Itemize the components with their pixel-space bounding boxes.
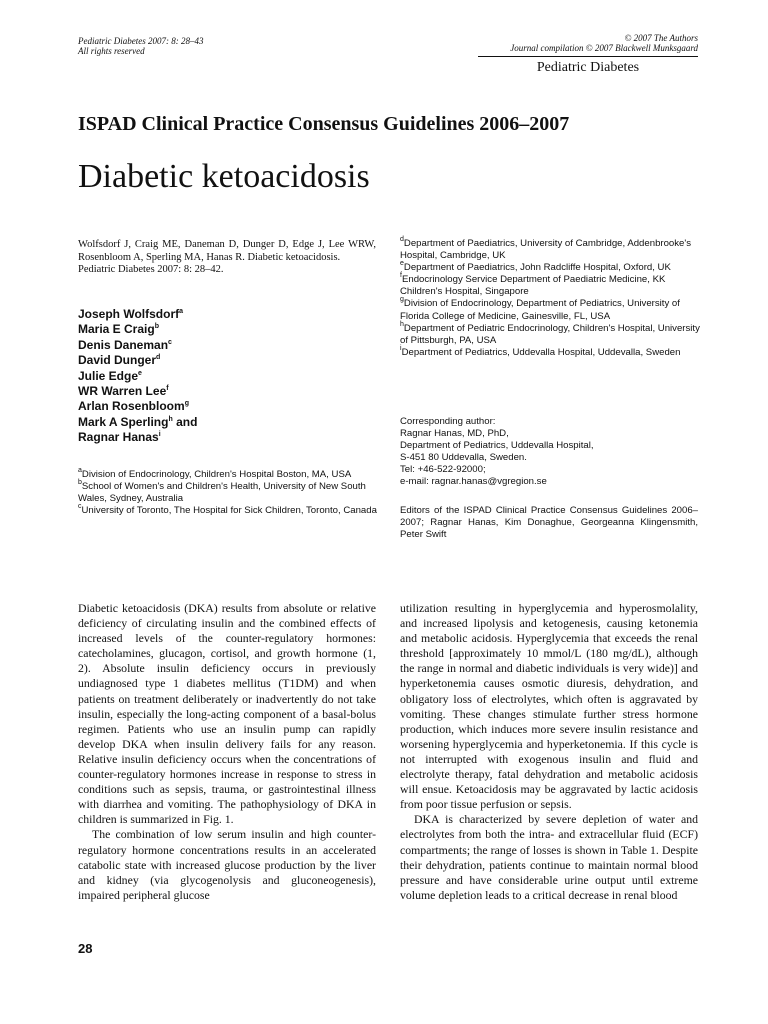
corresponding-author [400,416,700,489]
author: Ragnar Hanas$^i$ [78,430,161,445]
header-copyright: © 2007 The Authors [624,33,698,43]
affiliation: $^g$Division of Endocrinology, Department of Pediatrics, University of Florida College of Medicine, Gainesville, FL, USA [400,296,680,322]
author: Mark A Sperling$^h$ and [78,414,198,429]
author: Joseph Wolfsdorf$^a$ [78,307,184,321]
header-compilation: Journal compilation © 2007 Blackwell Munksgaard [510,43,698,53]
paragraph: DKA is characterized by severe depletion of water and electrolytes from both the intra- and extracellular fluid (ECF) compartments; the range of losses is shown in Table 1. Despite their dehydration, patients continue to maintain normal blood pressure and have considerable urine output until extreme volume depletion leads to a critical decrease in renal blood [400,812,698,902]
author: Arlan Rosenbloom$^g$ [78,399,189,414]
citation-source: Pediatric Diabetes 2007: 8: 28–42. [78,264,224,276]
corresponding-name: Ragnar Hanas, MD, PhD, [400,428,509,440]
running-header-left [78,36,203,56]
author: Maria E Craig$^b$ [78,322,159,337]
affiliation: $^d$Department of Paediatrics, University of Cambridge, Addenbrooke's Hospital, Cambridge, UK [400,236,692,262]
paragraph: utilization resulting in hyperglycemia and hyperosmolality, and increased lipolysis and ketogenesis, causing ketonemia and metabolic acidosis. Hyperglycemia that exceeds the renal threshold [approximately 10 mmol/L (180 mg/dL), although the range in normal and diabetic individuals is very wide)] and hyperketonemia causes osmotic diuresis, dehydration, and obligatory loss of electrolytes, which often is aggravated by vomiting. These changes stimulate further stress hormone production, which induces more severe insulin resistance and worsening hyperglycemia and hyperketonemia. If this cycle is not interrupted with exogenous insulin and fluid and electrolyte therapy, fatal dehydration and metabolic acidosis will ensue. Ketoacidosis may be aggravated by lactic acidosis from poor tissue perfusion or sepsis. [400,601,698,812]
corresponding-email[interactable]: e-mail: ragnar.hanas@vgregion.se [400,476,547,488]
corresponding-tel: Tel: +46-522-92000; [400,464,486,476]
author: WR Warren Lee$^f$ [78,384,169,399]
corresponding-label: Corresponding author: [400,416,496,427]
header-rights: All rights reserved [78,46,145,56]
journal-name: Pediatric Diabetes [536,60,640,75]
affiliation: $^c$University of Toronto, The Hospital for Sick Children, Toronto, Canada [78,503,377,517]
body-column-left [78,601,376,903]
corresponding-dept: Department of Pediatrics, Uddevalla Hospital, [400,440,594,452]
header-rule [478,56,698,57]
affiliation: $^e$Department of Paediatrics, John Radcliffe Hospital, Oxford, UK [400,260,671,274]
body-column-right [400,601,698,903]
affiliation: $^f$Endocrinology Service Department of Paediatric Medicine, KK Children's Hospital, Singapore [400,272,666,298]
citation-text: Wolfsdorf J, Craig ME, Daneman D, Dunger D, Edge J, Lee WRW, Rosenbloom A, Sperling MA, Hanas R. Diabetic ketoacidosis. [78,239,376,263]
paragraph: The combination of low serum insulin and high counter-regulatory hormone concentrations results in an accelerated catabolic state with increased glucose production by the liver and kidney (via glycogenolysis and gluconeogenesis), impaired peripheral glucose [78,827,376,902]
affiliation: $^b$School of Women's and Children's Health, University of New South Wales, Sydney, Australia [78,479,366,505]
running-header-right [470,33,698,53]
header-citation: Pediatric Diabetes 2007: 8: 28–43 [78,36,204,46]
affiliation: $^a$Division of Endocrinology, Children's Hospital Boston, MA, USA [78,467,352,480]
editors-note: Editors of the ISPAD Clinical Practice Consensus Guidelines 2006–2007; Ragnar Hanas, Kim Donaghue, Georgeanna Klingensmith, Peter Swift [400,505,698,541]
affiliation: $^i$Department of Pediatrics, Uddevalla Hospital, Uddevalla, Sweden [400,344,681,358]
article-title: Diabetic ketoacidosis [78,158,370,195]
affiliations-left [78,469,378,517]
series-title: ISPAD Clinical Practice Consensus Guidelines 2006–2007 [78,113,570,135]
author: David Dunger$^d$ [78,353,161,368]
author: Julie Edge$^e$ [78,368,142,383]
corresponding-address: S-451 80 Uddevalla, Sweden. [400,452,527,464]
author-list [78,307,197,446]
affiliation: $^h$Department of Pediatric Endocrinology, Children's Hospital, University of Pittsburgh, PA, USA [400,320,700,346]
paragraph: Diabetic ketoacidosis (DKA) results from absolute or relative deficiency of circulating insulin and the combined effects of increased levels of the counter-regulatory hormones: catecholamines, glucagon, cortisol, and growth hormone (1, 2). Absolute insulin deficiency occurs in previously undiagnosed type 1 diabetes mellitus (T1DM) and when patients on treatment deliberately or inadvertently do not take insulin, especially the long-acting component of a basal-bolus regimen. Patients who use an insulin pump can rapidly develop DKA when insulin delivery fails for any reason. Relative insulin deficiency occurs when the concentrations of counter-regulatory hormones increase in response to stress in conditions such as sepsis, trauma, or gastrointestinal illness with diarrhea and vomiting. The pathophysiology of DKA in children is summarized in Fig. 1. [78,601,376,827]
citation-block [78,239,376,277]
page-number: 28 [78,941,93,956]
affiliations-right [400,238,700,359]
author: Denis Daneman$^c$ [78,337,172,352]
